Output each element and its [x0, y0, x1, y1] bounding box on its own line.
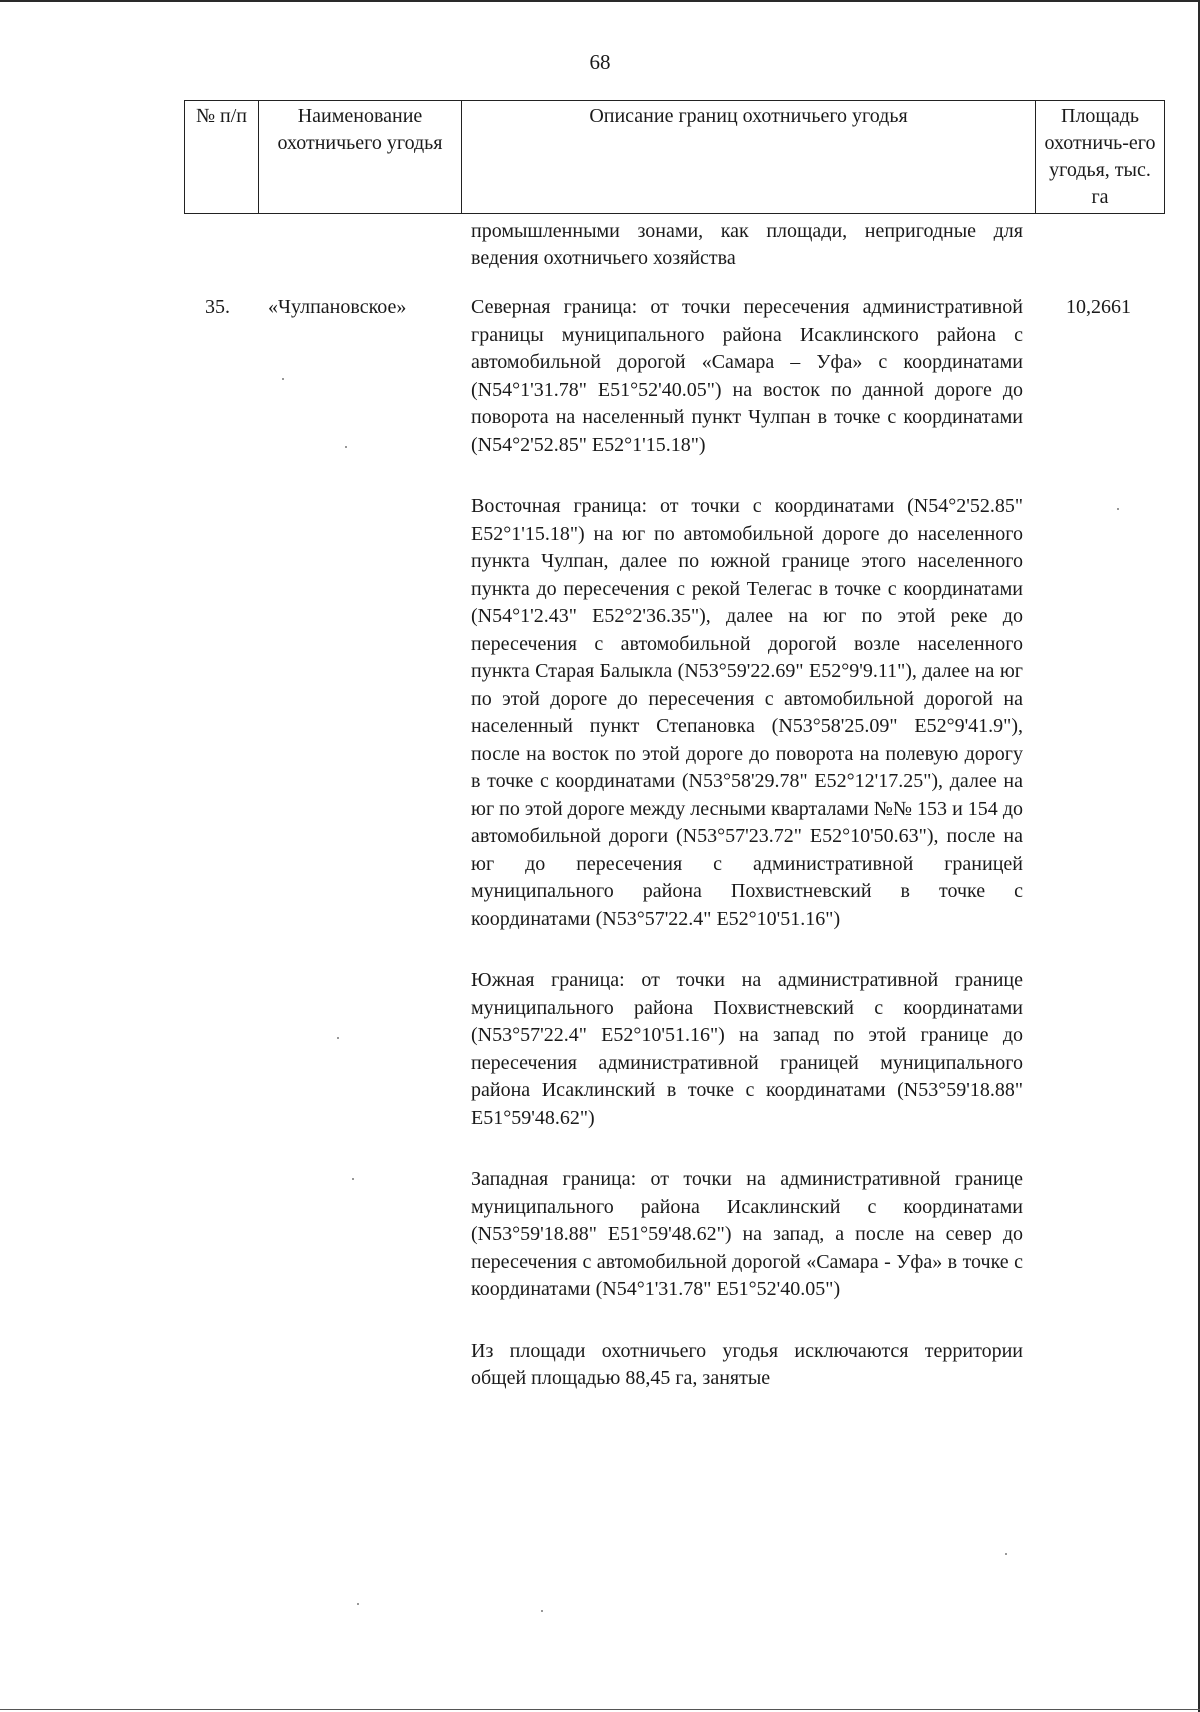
scan-speck — [357, 1603, 359, 1605]
scan-speck — [541, 1610, 543, 1612]
scan-speck — [1005, 1553, 1007, 1555]
header-name-cell: Наименование охотничьего угодья — [259, 101, 462, 214]
exclusion-paragraph: Из площади охотничьего угодья исключаются территории общей площадью 88,45 га, занятые — [471, 1339, 1023, 1389]
scan-speck — [282, 378, 284, 380]
north-boundary-paragraph: Северная граница: от точки пересечения административной границы муниципального района Исаклинского района с автомобильной дорогой «Самара – Уфа» с координатами (N54°1'31.78" E51°52'40.05") на восток по данной дороге до поворота на населенный пункт Чулпан в точке с координатами (N54°2'52.85" E52°1'15.18") — [471, 296, 1023, 456]
scan-speck — [337, 1037, 339, 1039]
boundary-description — [471, 294, 1023, 1393]
scan-edge-bottom — [0, 1709, 1200, 1710]
continuation-text: промышленными зонами, как площади, непригодные для ведения охотничьего хозяйства — [471, 220, 1023, 269]
page-number: 68 — [589, 50, 611, 74]
entry-number: 35. — [205, 296, 230, 318]
scan-speck — [352, 1178, 354, 1180]
scan-speck — [345, 446, 347, 448]
table-header — [184, 100, 1165, 214]
table-header-row — [185, 101, 1165, 214]
entry-name: «Чулпановское» — [268, 296, 407, 318]
header-area-cell: Площадь охотничь-его угодья, тыс. га — [1036, 101, 1165, 214]
header-number-cell: № п/п — [185, 101, 259, 214]
south-boundary-paragraph: Южная граница: от точки на административной границе муниципального района Похвистневский с координатами (N53°57'22.4" E52°10'51.16") на запад по этой границе до пересечения административной границей муниципального района Исаклинский в точке с координатами (N53°59'18.88" E51°59'48.62") — [471, 969, 1023, 1129]
entry-area: 10,2661 — [1066, 296, 1131, 318]
west-boundary-paragraph: Западная граница: от точки на административной границе муниципального района Исаклинский с координатами (N53°59'18.88" E51°59'48.62") на запад, а после на север до пересечения с автомобильной дорогой «Самара - Уфа» в точке с координатами (N54°1'31.78" E51°52'40.05") — [471, 1168, 1023, 1300]
scan-speck — [1117, 508, 1119, 510]
scan-edge-top — [0, 0, 1200, 2]
header-description-cell: Описание границ охотничьего угодья — [462, 101, 1036, 214]
east-boundary-paragraph: Восточная граница: от точки с координатами (N54°2'52.85" E52°1'15.18") на юг по автомобильной дороге до населенного пункта Чулпан, далее по южной границе этого населенного пункта до пересечения с рекой Телегас в точке с координатами (N54°1'2.43" E52°2'36.35"), далее на юг по этой реке до пересечения с автомобильной дорогой возле населенного пункта Старая Балыкла (N53°59'22.69" E52°9'9.11"), далее на юг по этой дороге до пересечения с автомобильной дорогой на населенный пункт Степановка (N53°58'25.09" E52°9'41.9"), после на восток по этой дороге до поворота на полевую дорогу в точке с координатами (N53°58'29.78" E52°12'17.25"), далее на юг по этой дороге между лесными кварталами №№ 153 и 154 до автомобильной дороги (N53°57'23.72" E52°10'50.63"), после на юг до пересечения с административной границей муниципального района Похвистневский в точке с координатами (N53°57'22.4" E52°10'51.16") — [471, 495, 1023, 930]
